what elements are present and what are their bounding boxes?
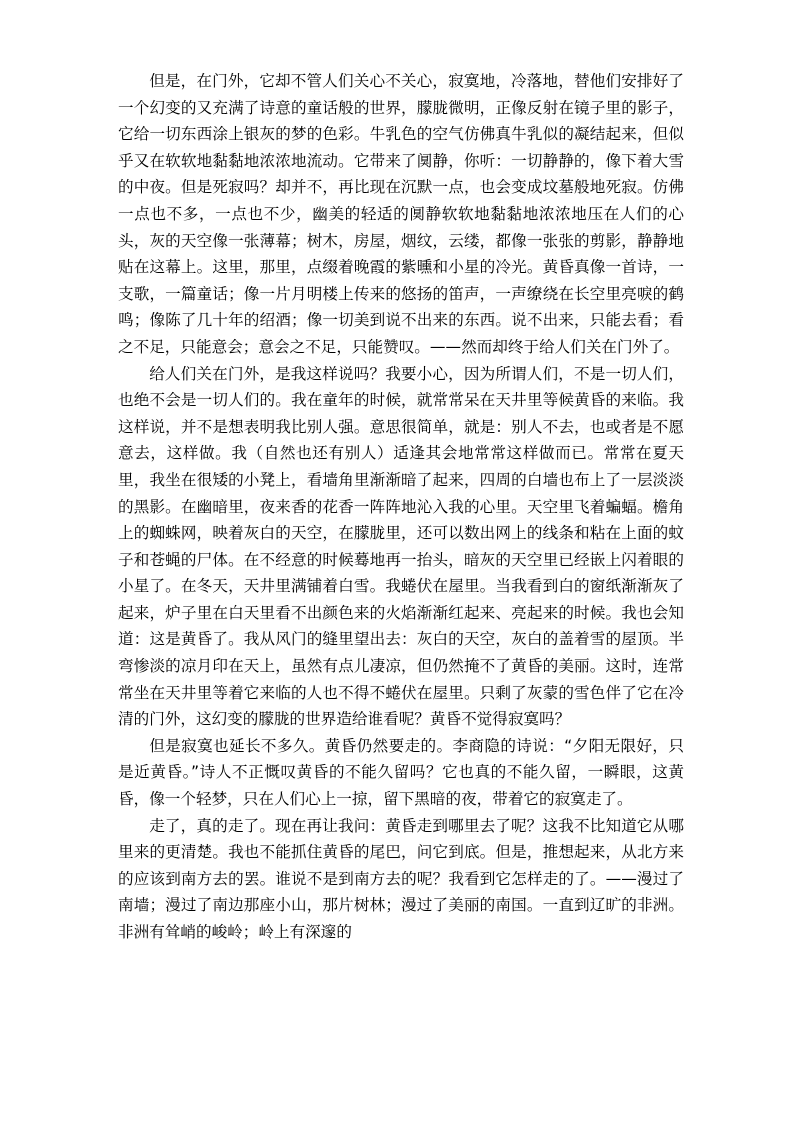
paragraph-2: 给人们关在门外，是我这样说吗？我要小心，因为所谓人们，不是一切人们，也绝不会是一切人们的。我在童年的时候，就常常呆在天井里等候黄昏的来临。我这样说，并不是想表明我比别人强。意思很简单，就是：别人不去，也或者是不愿意去，这样做。我（自然也还有别人）适逢其会地常常这样做而已。常常在夏天里，我坐在很矮的小凳上，看墙角里渐渐暗了起来，四周的白墙也布上了一层淡淡的黑影。在幽暗里，夜来香的花香一阵阵地沁入我的心里。天空里飞着蝙蝠。檐角上的蜘蛛网，映着灰白的天空，在朦胧里，还可以数出网上的线条和粘在上面的蚊子和苍蝇的尸体。在不经意的时候蓦地再一抬头，暗灰的天空里已经嵌上闪着眼的小星了。在冬天，天井里满铺着白雪。我蜷伏在屋里。当我看到白的窗纸渐渐灰了起来，炉子里在白天里看不出颜色来的火焰渐渐红起来、亮起来的时候。我也会知道：这是黄昏了。我从风门的缝里望出去：灰白的天空，灰白的盖着雪的屋顶。半弯惨淡的凉月印在天上，虽然有点儿凄凉，但仍然掩不了黄昏的美丽。这时，连常常坐在天井里等着它来临的人也不得不蜷伏在屋里。只剩了灰蒙的雪色伴了它在冷清的门外，这幻变的朦胧的世界造给谁看呢？黄昏不觉得寂寞吗？ [118,364,684,729]
paragraph-1: 但是，在门外，它却不管人们关心不关心，寂寞地，冷落地，替他们安排好了一个幻变的又充满了诗意的童话般的世界，朦胧微明，正像反射在镜子里的影子，它给一切东西涂上银灰的梦的色彩。牛乳色的空气仿佛真牛乳似的凝结起来，但似乎又在软软地黏黏地浓浓地流动。它带来了阒静，你听：一切静静的，像下着大雪的中夜。但是死寂吗？却并不，再比现在沉默一点，也会变成坟墓般地死寂。仿佛一点也不多，一点也不少，幽美的轻适的阒静软软地黏黏地浓浓地压在人们的心头，灰的天空像一张薄幕；树木，房屋，烟纹，云缕，都像一张张的剪影，静静地贴在这幕上。这里，那里，点缀着晚霞的紫曛和小星的冷光。黄昏真像一首诗，一支歌，一篇童话；像一片月明楼上传来的悠扬的笛声，一声缭绕在长空里亮唳的鹤鸣；像陈了几十年的绍酒；像一切美到说不出来的东西。说不出来，只能去看；看之不足，只能意会；意会之不足，只能赞叹。——然而却终于给人们关在门外了。 [118,72,684,356]
paragraph-3: 但是寂寞也延长不多久。黄昏仍然要走的。李商隐的诗说：“夕阳无限好，只是近黄昏。”诗人不正慨叹黄昏的不能久留吗？它也真的不能久留，一瞬眼，这黄昏，像一个轻梦，只在人们心上一掠，留下黑暗的夜，带着它的寂寞走了。 [118,736,684,809]
paragraph-4: 走了，真的走了。现在再让我问：黄昏走到哪里去了呢？这我不比知道它从哪里来的更清楚。我也不能抓住黄昏的尾巴，问它到底。但是，推想起来，从北方来的应该到南方去的罢。谁说不是到南方去的呢？我看到它怎样走的了。——漫过了南墙；漫过了南边那座小山，那片树林；漫过了美丽的南国。一直到辽旷的非洲。非洲有耸峭的峻岭；岭上有深邃的 [118,816,684,941]
document-body [118,68,684,946]
